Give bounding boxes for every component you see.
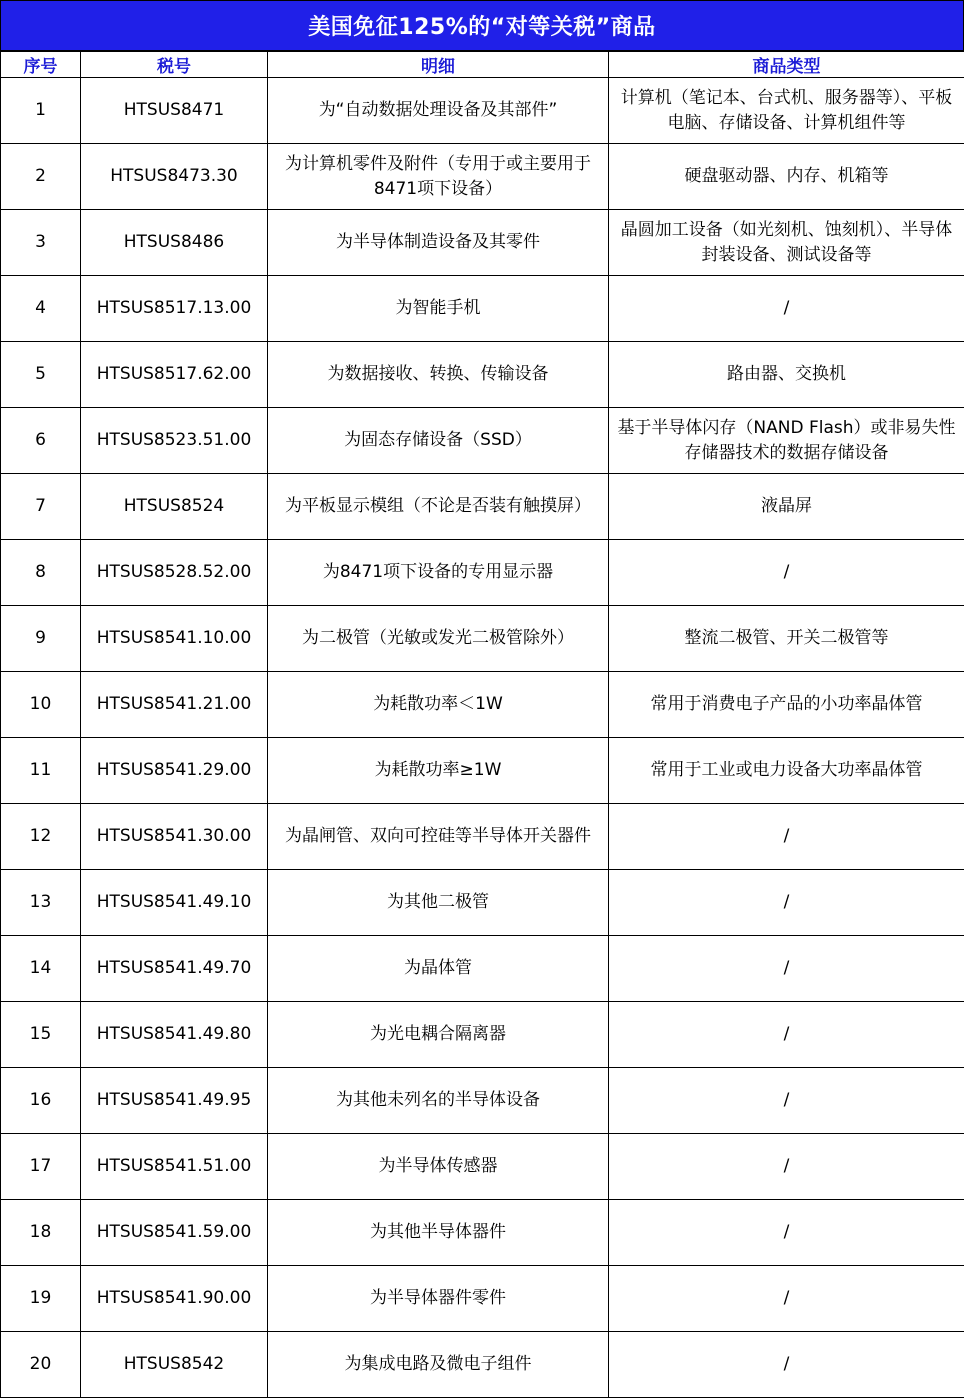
cell-goods-type: 液晶屏 (609, 474, 964, 540)
table-row (1, 738, 964, 804)
table-row (1, 606, 964, 672)
cell-detail: 为其他未列名的半导体设备 (268, 1068, 609, 1134)
cell-tariff-code: HTSUS8541.30.00 (81, 804, 268, 870)
cell-tariff-code: HTSUS8541.29.00 (81, 738, 268, 804)
cell-detail: 为固态存储设备（SSD） (268, 408, 609, 474)
cell-index: 10 (1, 672, 81, 738)
cell-detail: 为集成电路及微电子组件 (268, 1332, 609, 1398)
cell-index: 20 (1, 1332, 81, 1398)
cell-detail: 为耗散功率＜1W (268, 672, 609, 738)
cell-goods-type: / (609, 936, 964, 1002)
cell-tariff-code: HTSUS8541.51.00 (81, 1134, 268, 1200)
table-row (1, 1134, 964, 1200)
table-row (1, 78, 964, 144)
header-goods-type: 商品类型 (609, 52, 964, 78)
cell-tariff-code: HTSUS8486 (81, 210, 268, 276)
table-row (1, 1332, 964, 1398)
cell-index: 19 (1, 1266, 81, 1332)
cell-index: 15 (1, 1002, 81, 1068)
table-row (1, 672, 964, 738)
cell-goods-type: 常用于消费电子产品的小功率晶体管 (609, 672, 964, 738)
cell-detail: 为计算机零件及附件（专用于或主要用于8471项下设备） (268, 144, 609, 210)
cell-detail: 为半导体制造设备及其零件 (268, 210, 609, 276)
cell-index: 12 (1, 804, 81, 870)
cell-goods-type: 整流二极管、开关二极管等 (609, 606, 964, 672)
cell-index: 7 (1, 474, 81, 540)
sheet-title: 美国免征125%的“对等关税”商品 (0, 0, 964, 51)
header-index: 序号 (1, 52, 81, 78)
cell-index: 18 (1, 1200, 81, 1266)
cell-goods-type: / (609, 1002, 964, 1068)
cell-index: 13 (1, 870, 81, 936)
cell-goods-type: / (609, 1200, 964, 1266)
table-row (1, 1200, 964, 1266)
cell-tariff-code: HTSUS8541.10.00 (81, 606, 268, 672)
table-row (1, 936, 964, 1002)
cell-index: 4 (1, 276, 81, 342)
cell-detail: 为平板显示模组（不论是否装有触摸屏） (268, 474, 609, 540)
table-row (1, 1002, 964, 1068)
cell-tariff-code: HTSUS8542 (81, 1332, 268, 1398)
cell-tariff-code: HTSUS8541.49.80 (81, 1002, 268, 1068)
cell-detail: 为其他半导体器件 (268, 1200, 609, 1266)
cell-index: 6 (1, 408, 81, 474)
table-row (1, 540, 964, 606)
cell-detail: 为其他二极管 (268, 870, 609, 936)
cell-tariff-code: HTSUS8473.30 (81, 144, 268, 210)
cell-index: 16 (1, 1068, 81, 1134)
cell-index: 9 (1, 606, 81, 672)
cell-goods-type: / (609, 1332, 964, 1398)
cell-tariff-code: HTSUS8523.51.00 (81, 408, 268, 474)
table-row (1, 408, 964, 474)
cell-tariff-code: HTSUS8471 (81, 78, 268, 144)
table-row (1, 804, 964, 870)
table-row (1, 210, 964, 276)
table-header-row (1, 52, 964, 78)
cell-goods-type: 基于半导体闪存（NAND Flash）或非易失性存储器技术的数据存储设备 (609, 408, 964, 474)
cell-goods-type: / (609, 1134, 964, 1200)
cell-detail: 为半导体器件零件 (268, 1266, 609, 1332)
cell-goods-type: / (609, 1266, 964, 1332)
cell-tariff-code: HTSUS8541.21.00 (81, 672, 268, 738)
cell-detail: 为数据接收、转换、传输设备 (268, 342, 609, 408)
cell-goods-type: / (609, 540, 964, 606)
cell-detail: 为智能手机 (268, 276, 609, 342)
cell-tariff-code: HTSUS8517.62.00 (81, 342, 268, 408)
cell-tariff-code: HTSUS8541.90.00 (81, 1266, 268, 1332)
header-detail: 明细 (268, 52, 609, 78)
cell-index: 17 (1, 1134, 81, 1200)
table-row (1, 342, 964, 408)
cell-detail: 为半导体传感器 (268, 1134, 609, 1200)
cell-goods-type: / (609, 1068, 964, 1134)
cell-goods-type: / (609, 804, 964, 870)
cell-index: 8 (1, 540, 81, 606)
table-row (1, 870, 964, 936)
cell-detail: 为二极管（光敏或发光二极管除外） (268, 606, 609, 672)
cell-index: 1 (1, 78, 81, 144)
cell-tariff-code: HTSUS8541.49.10 (81, 870, 268, 936)
table-row (1, 1266, 964, 1332)
cell-goods-type: 计算机（笔记本、台式机、服务器等）、平板电脑、存储设备、计算机组件等 (609, 78, 964, 144)
cell-tariff-code: HTSUS8541.49.70 (81, 936, 268, 1002)
cell-detail: 为8471项下设备的专用显示器 (268, 540, 609, 606)
goods-table (0, 51, 964, 1398)
cell-tariff-code: HTSUS8528.52.00 (81, 540, 268, 606)
cell-detail: 为光电耦合隔离器 (268, 1002, 609, 1068)
header-tariff-code: 税号 (81, 52, 268, 78)
cell-goods-type: 晶圆加工设备（如光刻机、蚀刻机）、半导体封装设备、测试设备等 (609, 210, 964, 276)
cell-index: 14 (1, 936, 81, 1002)
cell-index: 2 (1, 144, 81, 210)
table-row (1, 1068, 964, 1134)
cell-tariff-code: HTSUS8524 (81, 474, 268, 540)
cell-index: 3 (1, 210, 81, 276)
cell-detail: 为晶闸管、双向可控硅等半导体开关器件 (268, 804, 609, 870)
cell-goods-type: 常用于工业或电力设备大功率晶体管 (609, 738, 964, 804)
cell-detail: 为晶体管 (268, 936, 609, 1002)
table-row (1, 276, 964, 342)
cell-index: 5 (1, 342, 81, 408)
table-row (1, 474, 964, 540)
cell-tariff-code: HTSUS8541.49.95 (81, 1068, 268, 1134)
cell-goods-type: 路由器、交换机 (609, 342, 964, 408)
cell-tariff-code: HTSUS8517.13.00 (81, 276, 268, 342)
table-body (1, 78, 964, 1398)
cell-goods-type: 硬盘驱动器、内存、机箱等 (609, 144, 964, 210)
cell-goods-type: / (609, 276, 964, 342)
cell-tariff-code: HTSUS8541.59.00 (81, 1200, 268, 1266)
cell-goods-type: / (609, 870, 964, 936)
cell-detail: 为“自动数据处理设备及其部件” (268, 78, 609, 144)
table-row (1, 144, 964, 210)
cell-index: 11 (1, 738, 81, 804)
cell-detail: 为耗散功率≥1W (268, 738, 609, 804)
